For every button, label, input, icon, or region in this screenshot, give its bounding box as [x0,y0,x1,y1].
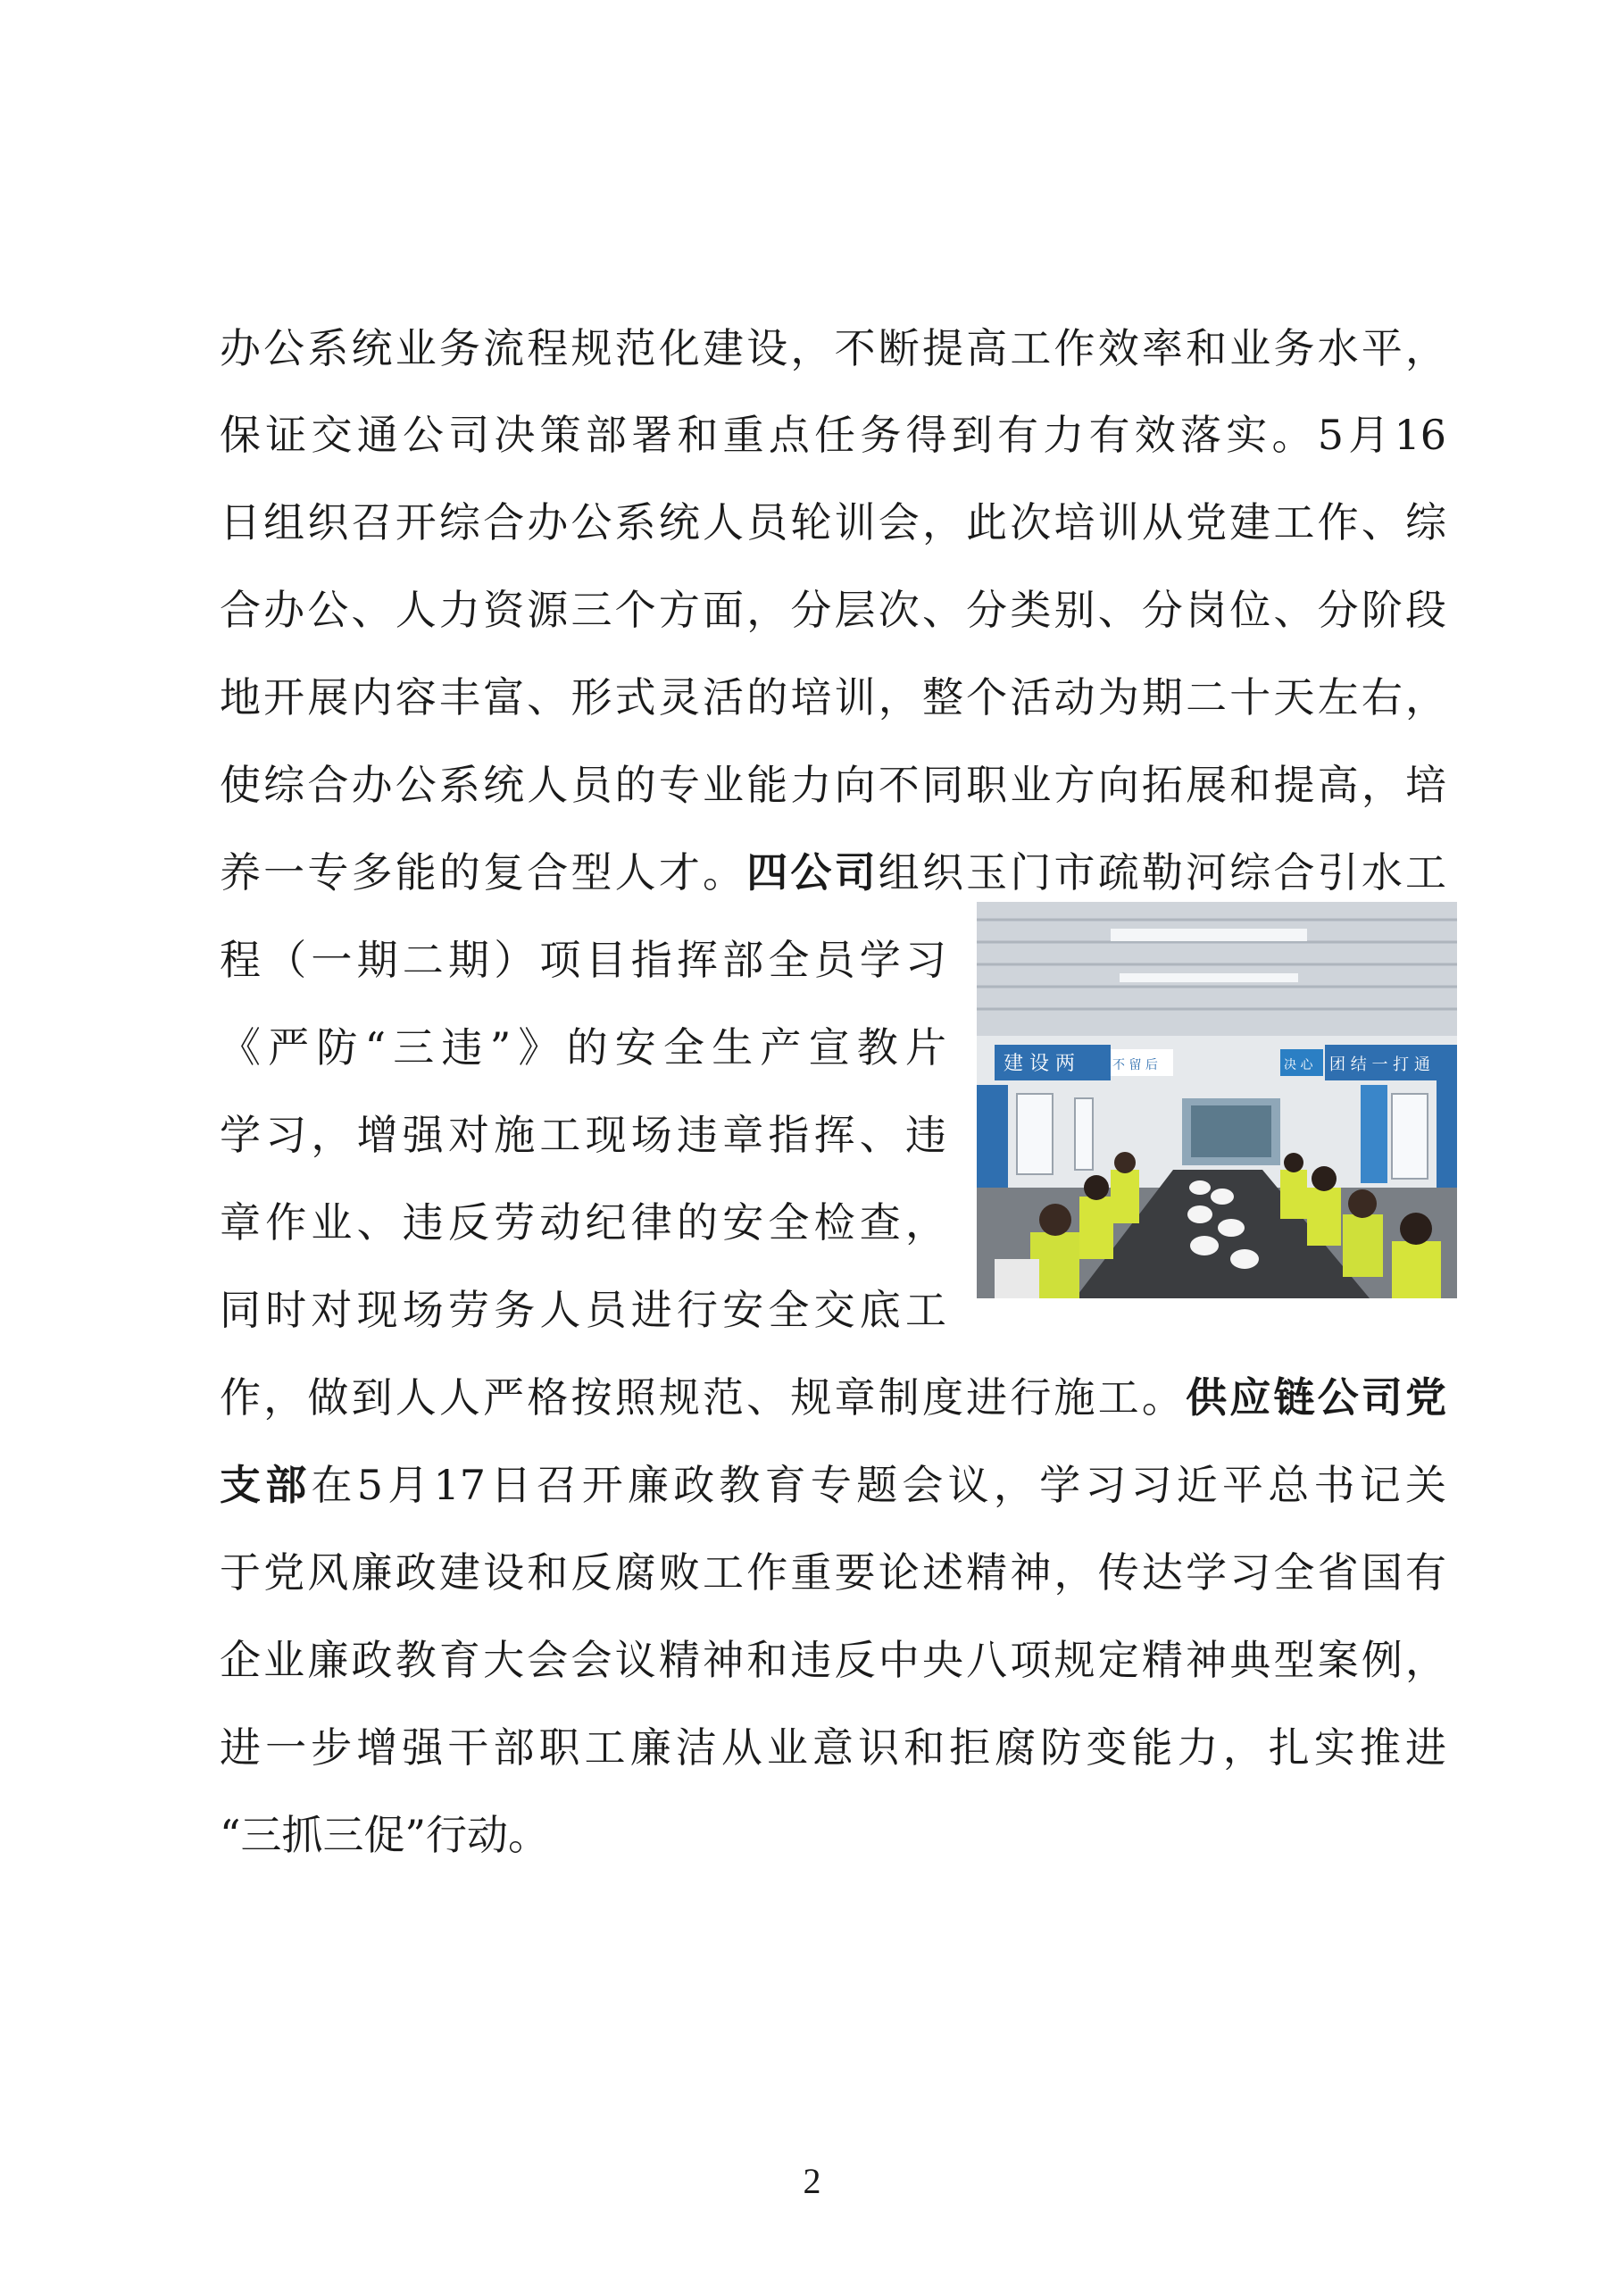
paragraph-line-1: 办公系统业务流程规范化建设，不断提高工作效率和业务水平， [220,324,1446,372]
banner-left-text-2: 不 留 后 [1112,1058,1158,1072]
line7-before: 养一专多能的复合型人才。 [220,848,747,897]
paragraph-line-6: 使综合办公系统人员的专业能力向不同职业方向拓展和提高，培 [220,761,1446,809]
paragraph-line-13 [220,1371,1446,1424]
meeting-photo [977,902,1457,1298]
banner-right-text-2: 决 心 [1284,1058,1313,1072]
supply-chain-party-branch-part1: 供应链公司党 [1186,1373,1447,1422]
paragraph-line-18: “三抓三促”行动。 [220,1811,550,1859]
line13-before: 作，做到人人严格按照规范、规章制度进行施工。 [220,1373,1187,1422]
line7-after: 组织玉门市疏勒河综合引水工 [878,848,1447,897]
supply-chain-party-branch-part2: 支部 [220,1461,312,1509]
paragraph-line-5: 地开展内容丰富、形式灵活的培训，整个活动为期二十天左右， [220,673,1446,721]
paragraph-line-14 [220,1458,1446,1512]
paragraph-line-16: 企业廉政教育大会会议精神和违反中央八项规定精神典型案例， [220,1636,1446,1684]
wrap-line-4: 章作业、违反劳动纪律的安全检查， [220,1198,946,1247]
paragraph-line-4: 合办公、人力资源三个方面，分层次、分类别、分岗位、分阶段 [220,586,1446,634]
page-number: 2 [803,2161,821,2201]
paragraph-line-3: 日组织召开综合办公系统人员轮训会，此次培训从党建工作、综 [220,498,1446,546]
paragraph-line-15: 于党风廉政建设和反腐败工作重要论述精神，传达学习全省国有 [220,1548,1446,1597]
paragraph-line-17: 进一步增强干部职工廉洁从业意识和拒腐防变能力，扎实推进 [220,1723,1446,1772]
wrap-line-2: 《严防“三违”》的安全生产宣教片 [220,1023,946,1072]
paragraph-line-7 [220,846,1446,899]
company-name-four: 四公司 [746,848,879,897]
banner-left-text: 建 设 两 [1004,1053,1075,1075]
wrap-line-1: 程（一期二期）项目指挥部全员学习 [220,936,946,984]
line14-after: 在5月17日召开廉政教育专题会议，学习习近平总书记关 [311,1461,1446,1509]
banner-right-text: 团 结 一 打 通 [1329,1055,1430,1074]
wrap-line-3: 学习，增强对施工现场违章指挥、违 [220,1111,946,1159]
paragraph-line-2: 保证交通公司决策部署和重点任务得到有力有效落实。5月16 [220,411,1446,459]
wrap-line-5: 同时对现场劳务人员进行安全交底工 [220,1286,946,1334]
